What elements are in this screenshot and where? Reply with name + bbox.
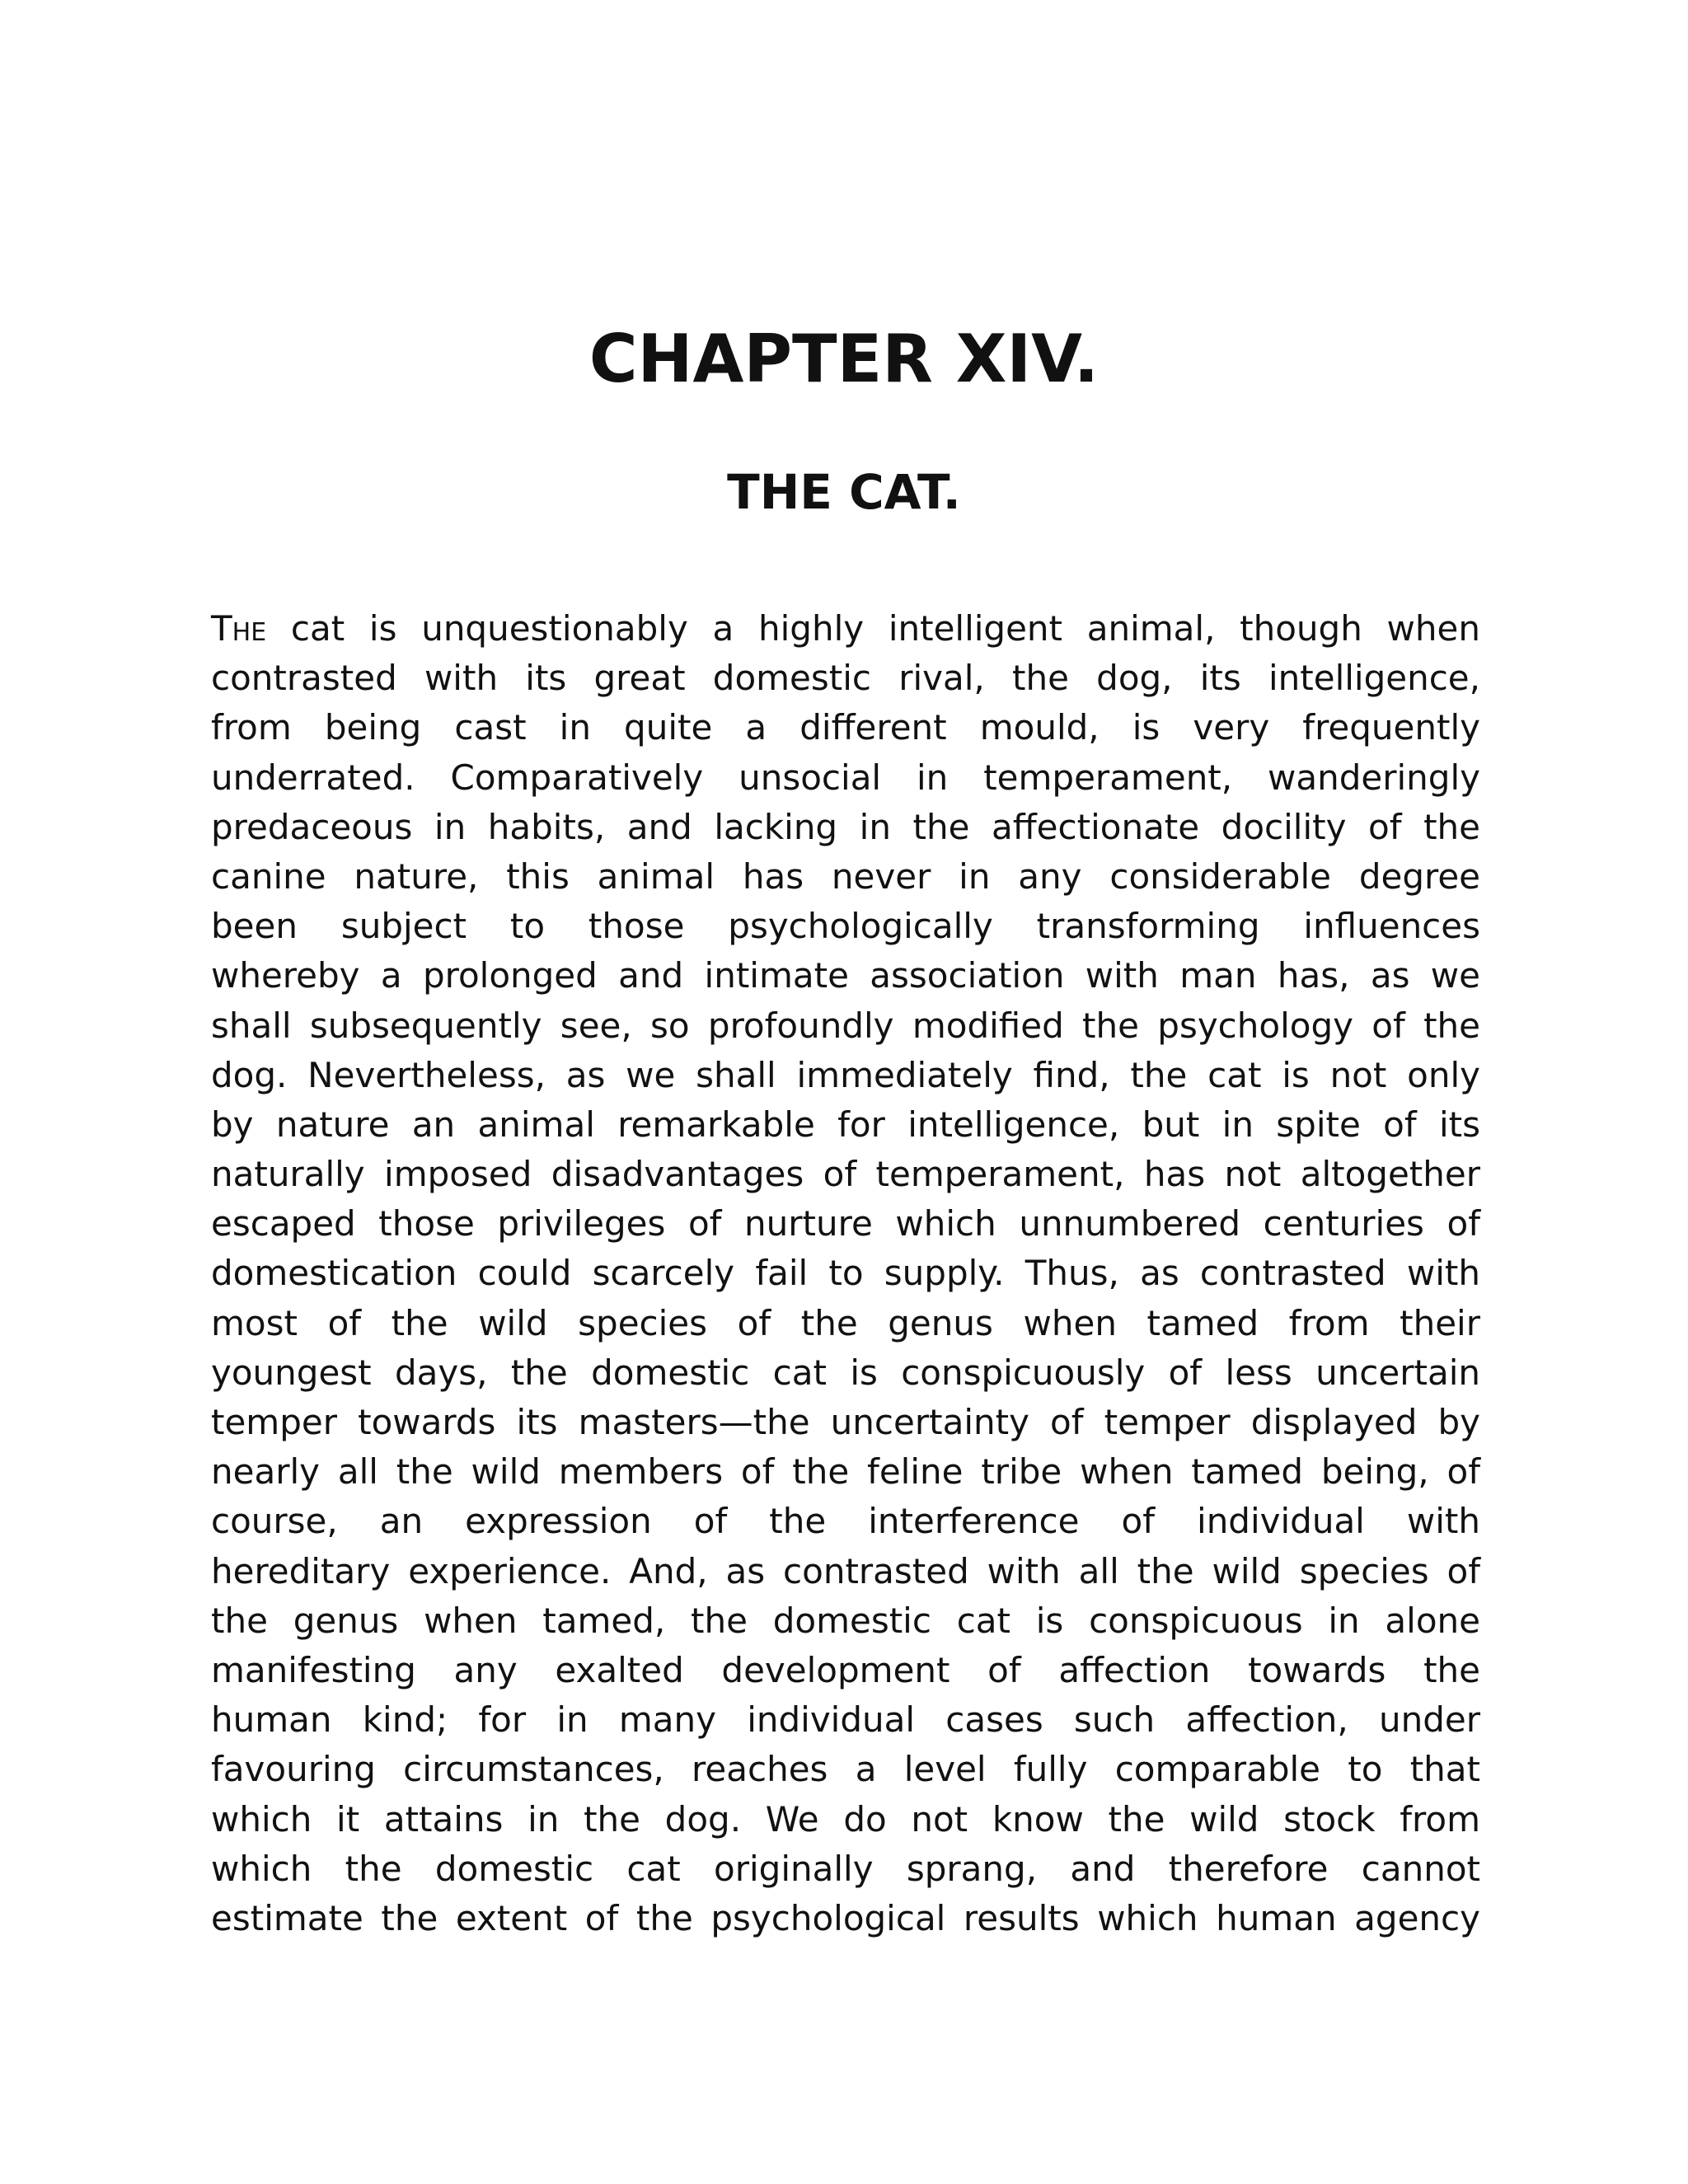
text-line: the genus when tamed, the domestic cat is conspicuous in alone [211, 1600, 1480, 1641]
text-line: predaceous in habits, and lacking in the affectionate docility of the [211, 806, 1480, 847]
text-line: escaped those privileges of nurture which unnumbered centuries of [211, 1203, 1480, 1244]
small-caps-rest: HE [232, 618, 267, 647]
text-line: contrasted with its great domestic rival, the dog, its intelligence, [211, 658, 1480, 699]
text-line: underrated. Comparatively unsocial in temperament, wanderingly [211, 757, 1480, 798]
text-line: which the domestic cat originally sprang, and therefore cannot [211, 1848, 1480, 1889]
text-line: canine nature, this animal has never in any considerable degree [211, 855, 1480, 897]
text-line: estimate the extent of the psychological results which human agency [211, 1897, 1480, 1938]
text-line: shall subsequently see, so profoundly modified the psychology of the [211, 1005, 1480, 1046]
small-caps-initial: T [211, 608, 232, 649]
text-line: human kind; for in many individual cases such affection, under [211, 1699, 1480, 1741]
text-line: hereditary experience. And, as contrasted with all the wild species of [211, 1550, 1480, 1591]
text-line: favouring circumstances, reaches a level fully comparable to that [211, 1749, 1480, 1790]
chapter-title: CHAPTER XIV. [588, 321, 1100, 397]
text-line: domestication could scarcely fail to supply. Thus, as contrasted with [211, 1253, 1480, 1294]
body-paragraph [211, 604, 1480, 1943]
text-line: been subject to those psychologically transforming influences [211, 906, 1480, 947]
text-line: course, an expression of the interference of individual with [211, 1501, 1480, 1542]
text-line-content: cat is unquestionably a highly intelligent animal, though when [266, 608, 1480, 649]
text-line: whereby a prolonged and intimate association with man has, as we [211, 955, 1480, 996]
text-line: youngest days, the domestic cat is conspicuously of less uncertain [211, 1352, 1480, 1393]
text-line: which it attains in the dog. We do not know the wild stock from [211, 1798, 1480, 1840]
text-line: nearly all the wild members of the feline tribe when tamed being, of [211, 1451, 1480, 1493]
text-line: most of the wild species of the genus when tamed from their [211, 1302, 1480, 1343]
text-line: from being cast in quite a different mould, is very frequently [211, 707, 1480, 748]
chapter-subtitle: THE CAT. [727, 464, 961, 520]
text-line: by nature an animal remarkable for intelligence, but in spite of its [211, 1104, 1480, 1145]
text-line: temper towards its masters—the uncertainty of temper displayed by [211, 1402, 1480, 1442]
text-line: dog. Nevertheless, as we shall immediately find, the cat is not only [211, 1054, 1480, 1095]
text-line: manifesting any exalted development of affection towards the [211, 1649, 1480, 1690]
text-line [211, 604, 1480, 654]
text-line: naturally imposed disadvantages of temperament, has not altogether [211, 1154, 1480, 1195]
